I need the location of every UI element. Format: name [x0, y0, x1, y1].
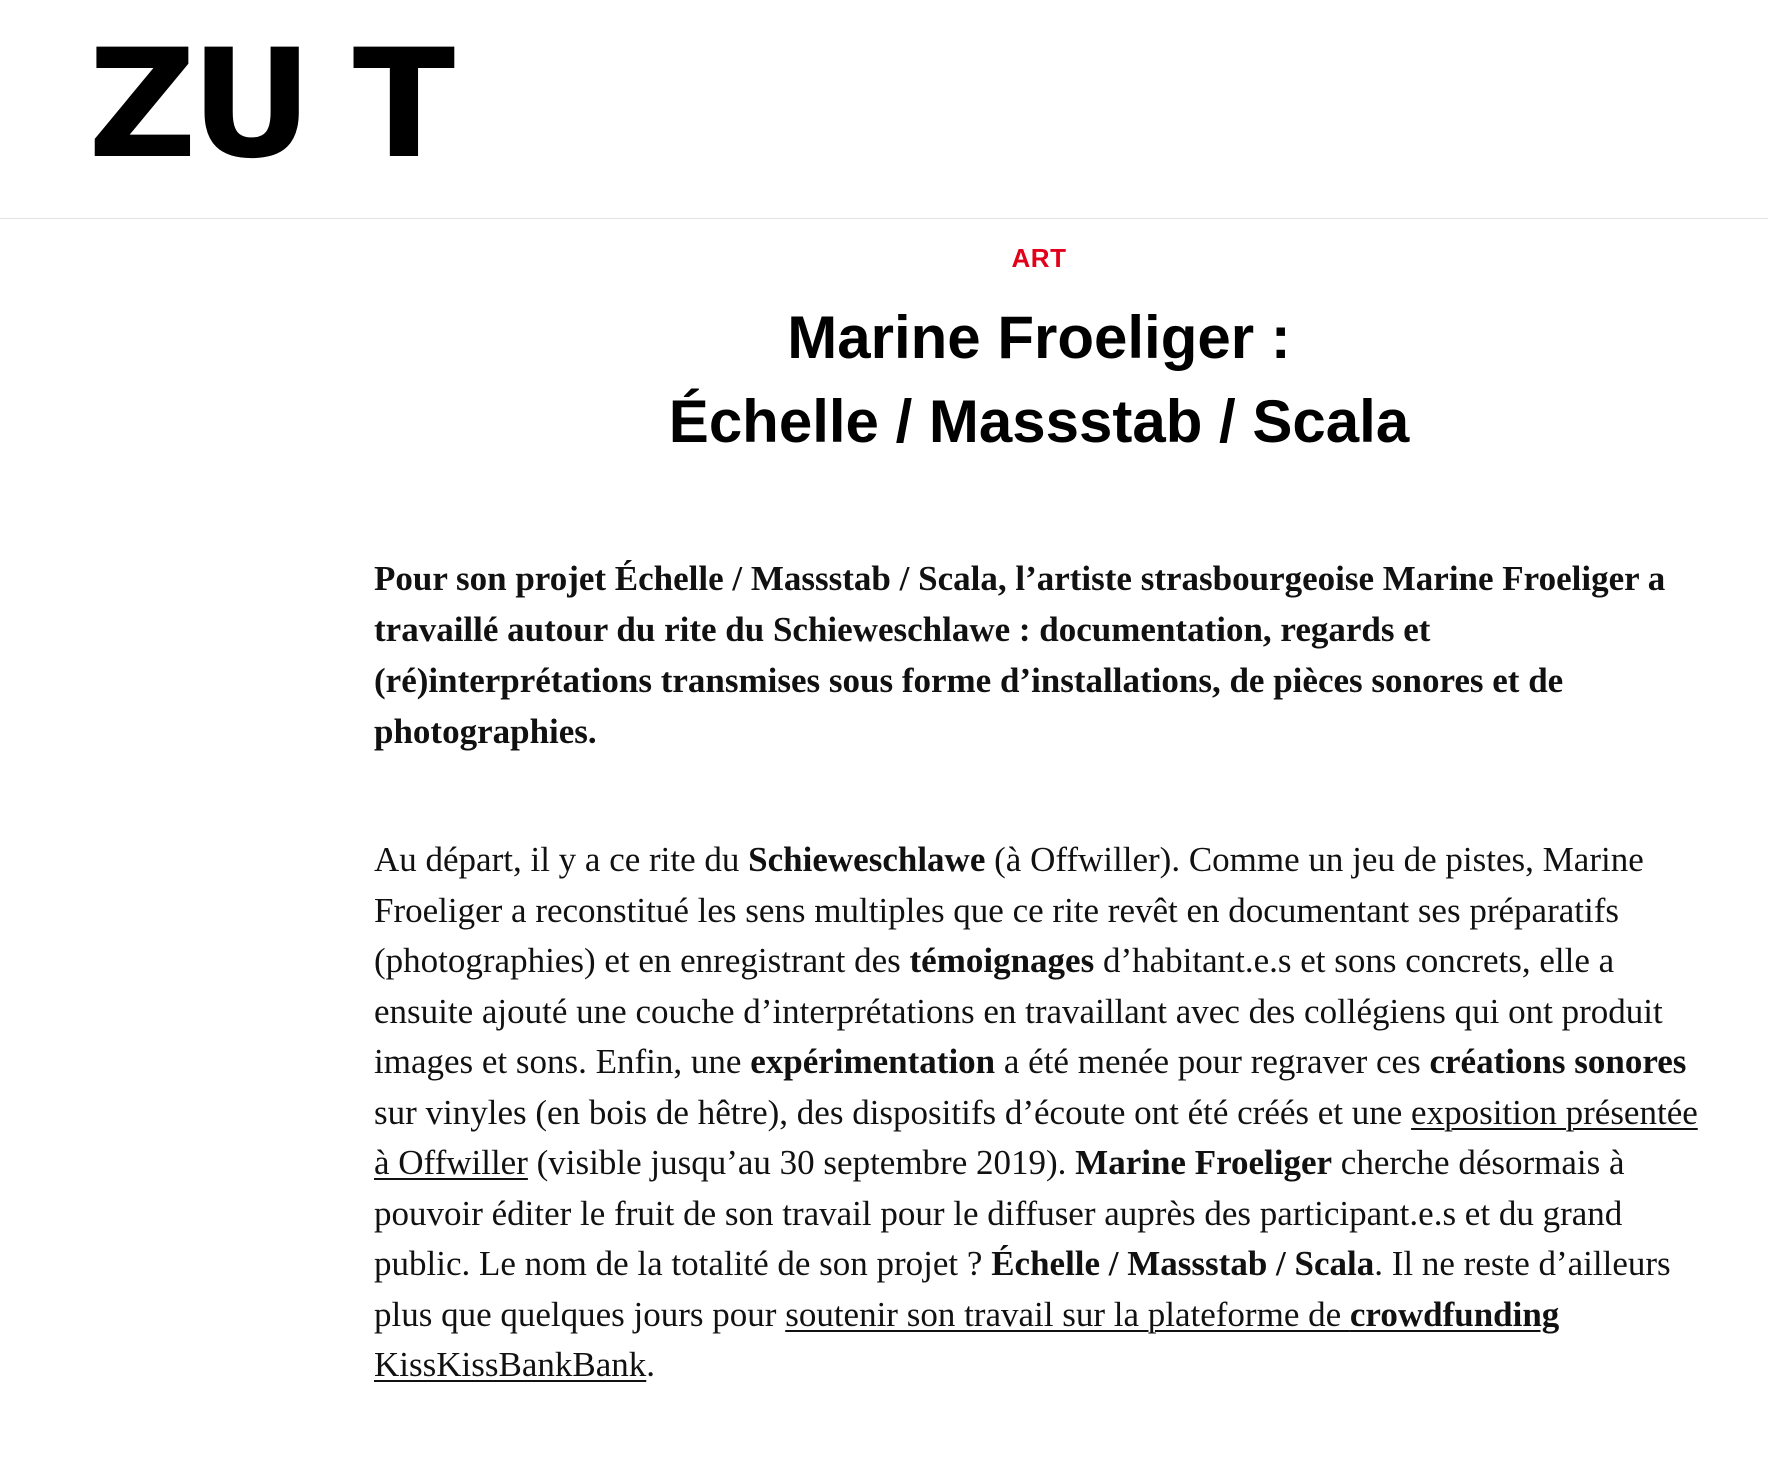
site-header: [0, 0, 1768, 219]
body-text-segment: d’habitant.e.s et sons concrets, elle a ensuite ajouté une couche d’interprétations en travaillant avec des collégiens qui ont produit images et sons. Enfin, une: [374, 941, 1663, 1081]
body-text-segment: cherche désormais à pouvoir éditer le fruit de son travail pour le diffuser auprès des participant.e.s et du grand public. Le nom de la totalité de son projet ?: [374, 1143, 1625, 1283]
body-text-segment: Au départ, il y a ce rite du: [374, 840, 749, 879]
body-text-segment: . Il ne reste d’ailleurs plus que quelques jours pour: [374, 1244, 1671, 1334]
article-title-line-1: Marine Froeliger :: [787, 304, 1291, 371]
article-lead: Pour son projet Échelle / Massstab / Scala, l’artiste strasbourgeoise Marine Froeliger a travaillé autour du rite du Schieweschlawe : documentation, regards et (ré)interprétations transmises sous forme d’installations, de pièces sonores et de photographies.: [374, 559, 1666, 751]
article-title-line-2: Échelle / Massstab / Scala: [668, 388, 1410, 455]
exposition-link[interactable]: exposition présentée à Offwiller: [374, 1092, 1698, 1182]
body-text-segment: (visible jusqu’au 30 septembre 2019).: [527, 1143, 1076, 1182]
body-bold-schieweschlawe: Schieweschlawe: [748, 840, 986, 879]
body-text-segment: sur vinyles (en bois de hêtre), des dispositifs d’écoute ont été créés et une: [374, 1092, 1412, 1132]
body-bold-experimentation: expérimentation: [750, 1042, 996, 1081]
article-title: [0, 296, 1768, 464]
body-bold-project-name: Échelle / Massstab / Scala: [991, 1244, 1375, 1283]
site-logo[interactable]: ZU T: [88, 18, 450, 192]
body-bold-marine-froeliger: Marine Froeliger: [1075, 1143, 1333, 1182]
body-text-segment: .: [646, 1345, 655, 1384]
body-bold-temoignages: témoignages: [909, 941, 1095, 980]
crowdfunding-link-text: KissKissBankBank: [374, 1345, 647, 1384]
crowdfunding-link-bold: crowdfunding: [1349, 1294, 1560, 1334]
body-text-segment: a été menée pour regraver ces: [995, 1042, 1430, 1081]
body-bold-creations-sonores: créations sonores: [1429, 1042, 1687, 1081]
article-body: [374, 835, 1714, 1391]
crowdfunding-link-text: soutenir son travail sur la plateforme de: [785, 1294, 1350, 1334]
body-text-segment: (à Offwiller). Comme un jeu de pistes, Marine Froeliger a reconstitué les sens multiples que ce rite revêt en documentant ses préparatifs (photographies) et en enregistrant des: [374, 840, 1644, 980]
article-category[interactable]: ART: [1011, 243, 1067, 273]
